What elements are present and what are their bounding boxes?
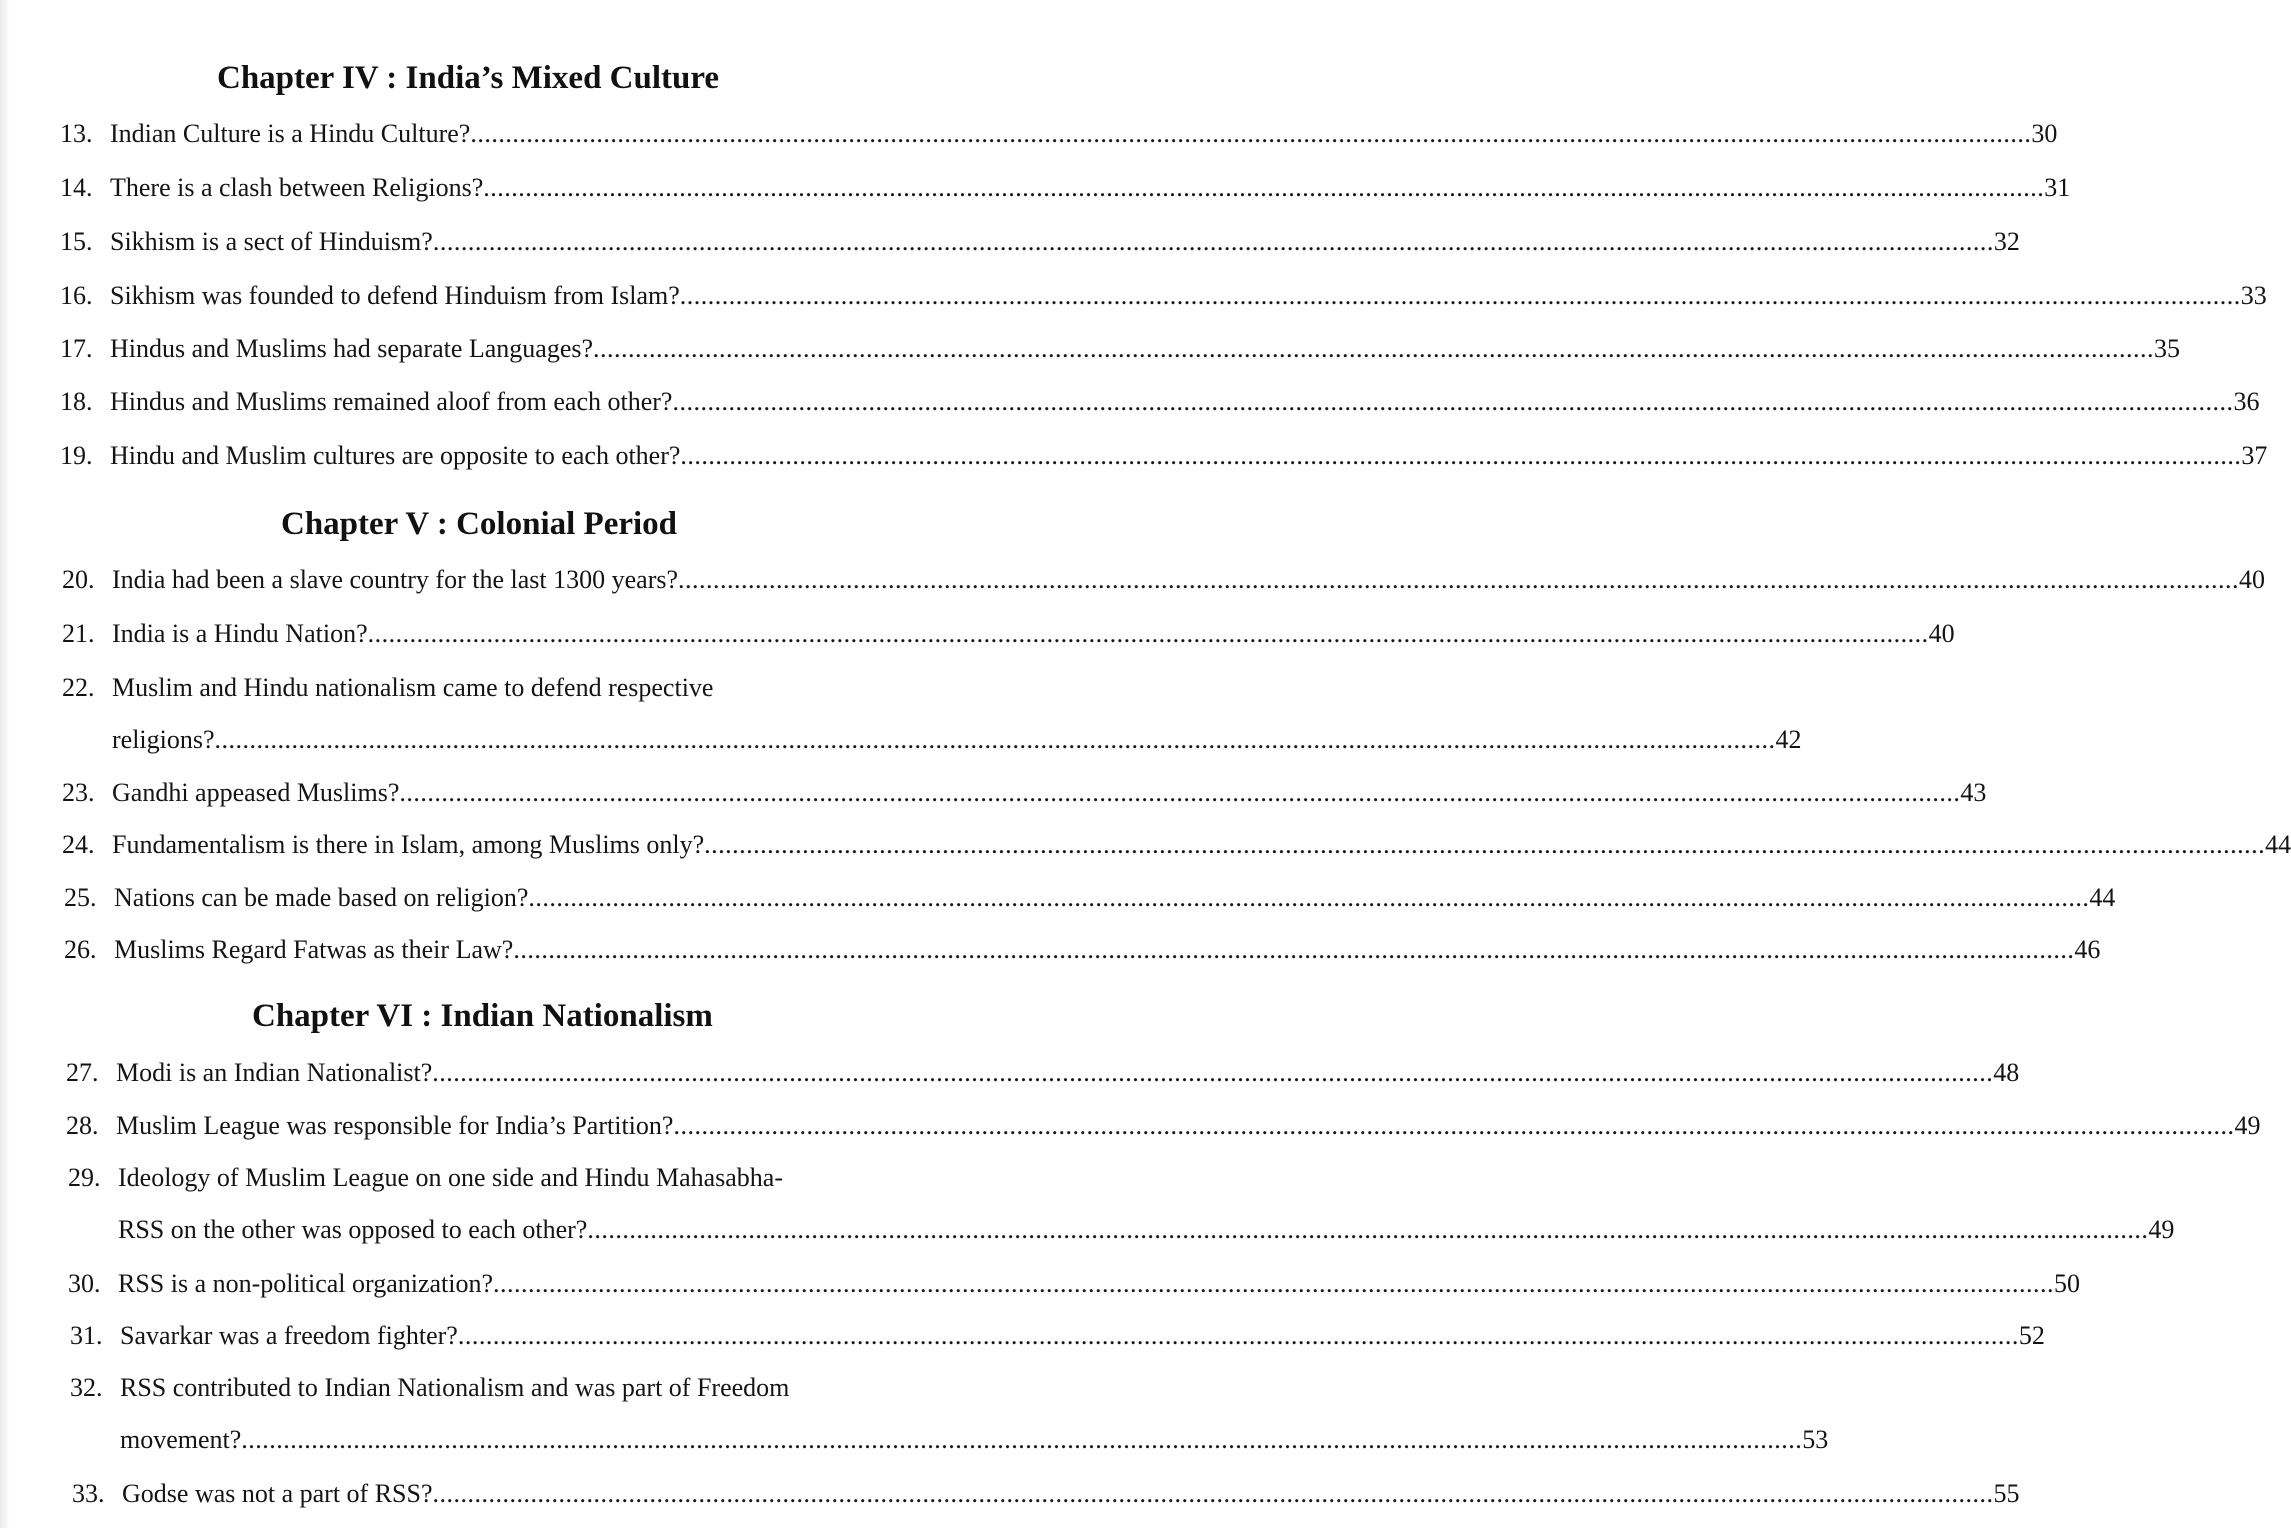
entry-page-number: 42 <box>1775 725 1802 754</box>
toc-entry-31[interactable] <box>70 1320 2045 1352</box>
entry-page-number: 32 <box>1993 227 2020 256</box>
entry-number: 23. <box>62 778 95 807</box>
chapter-heading-iv: Chapter IV : India’s Mixed Culture <box>217 60 720 96</box>
entry-page-number: 30 <box>2031 119 2058 148</box>
entry-number: 20. <box>62 565 95 594</box>
entry-page-number: 44 <box>2089 883 2116 912</box>
dot-leader: ............................................................................................................................................................................................................................... <box>704 830 2266 859</box>
toc-entry-24[interactable] <box>62 829 2291 861</box>
toc-entry-15[interactable] <box>60 226 2020 258</box>
entry-number: 24. <box>62 830 95 859</box>
entry-title: RSS on the other was opposed to each other? <box>118 1215 588 1244</box>
toc-entry-22[interactable] <box>62 673 1802 756</box>
entry-title: Gandhi appeased Muslims? <box>112 778 400 807</box>
entry-number: 32. <box>70 1373 103 1402</box>
entry-title: There is a clash between Religions? <box>110 173 484 202</box>
chapter-heading-vi: Chapter VI : Indian Nationalism <box>252 998 713 1034</box>
dot-leader: ............................................................................................................................................................................................................................... <box>470 119 2032 148</box>
entry-title: religions? <box>112 725 215 754</box>
dot-leader: ............................................................................................................................................................................................................................... <box>673 1111 2235 1140</box>
toc-entry-18[interactable] <box>60 386 2260 418</box>
entry-number: 33. <box>72 1479 105 1508</box>
entry-number: 31. <box>70 1321 103 1350</box>
entry-number: 19. <box>60 441 93 470</box>
dot-leader: ............................................................................................................................................................................................................................... <box>483 173 2045 202</box>
dot-leader: ............................................................................................................................................................................................................................... <box>214 725 1776 754</box>
entry-title: Savarkar was a freedom fighter? <box>120 1321 458 1350</box>
entry-number: 28. <box>66 1111 99 1140</box>
entry-page-number: 49 <box>2234 1111 2261 1140</box>
dot-leader: ............................................................................................................................................................................................................................... <box>678 565 2240 594</box>
toc-entry-14[interactable] <box>60 172 2071 204</box>
toc-entry-27[interactable] <box>66 1057 2020 1089</box>
toc-entry-29[interactable] <box>68 1163 2175 1246</box>
entry-title-line-1: Ideology of Muslim League on one side and Hindu Mahasabha- <box>118 1163 784 1192</box>
dot-leader: ............................................................................................................................................................................................................................... <box>432 1058 1994 1087</box>
entry-title: Fundamentalism is there in Islam, among Muslims only? <box>112 830 705 859</box>
toc-entry-17[interactable] <box>60 333 2181 365</box>
entry-number: 16. <box>60 281 93 310</box>
entry-number: 18. <box>60 387 93 416</box>
entry-number: 27. <box>66 1058 99 1087</box>
dot-leader: ............................................................................................................................................................................................................................... <box>399 778 1961 807</box>
entry-number: 13. <box>60 119 93 148</box>
entry-page-number: 40 <box>2239 565 2266 594</box>
toc-entry-28[interactable] <box>66 1110 2261 1142</box>
entry-page-number: 49 <box>2148 1215 2175 1244</box>
entry-page-number: 33 <box>2240 281 2267 310</box>
toc-entry-16[interactable] <box>60 280 2267 312</box>
entry-page-number: 36 <box>2233 387 2260 416</box>
entry-number: 22. <box>62 673 95 702</box>
chapter-heading-v: Chapter V : Colonial Period <box>281 506 678 542</box>
entry-title: Hindus and Muslims remained aloof from each other? <box>110 387 673 416</box>
entry-number: 15. <box>60 227 93 256</box>
entry-page-number: 37 <box>2241 441 2268 470</box>
dot-leader: ............................................................................................................................................................................................................................... <box>680 441 2242 470</box>
entry-title: Nations can be made based on religion? <box>114 883 529 912</box>
dot-leader: ............................................................................................................................................................................................................................... <box>528 883 2090 912</box>
toc-entry-13[interactable] <box>60 118 2058 150</box>
entry-title: Indian Culture is a Hindu Culture? <box>110 119 471 148</box>
toc-entry-25[interactable] <box>64 882 2116 914</box>
toc-entry-21[interactable] <box>62 618 1955 650</box>
entry-title: Modi is an Indian Nationalist? <box>116 1058 433 1087</box>
entry-title: Muslims Regard Fatwas as their Law? <box>114 935 514 964</box>
entry-page-number: 43 <box>1960 778 1987 807</box>
page-edge-shadow <box>0 0 10 1528</box>
toc-entry-33[interactable] <box>72 1478 2020 1510</box>
entry-title-line-1: Muslim and Hindu nationalism came to defend respective <box>112 673 714 702</box>
dot-leader: ............................................................................................................................................................................................................................... <box>513 935 2075 964</box>
entry-title: Hindu and Muslim cultures are opposite to each other? <box>110 441 681 470</box>
entry-page-number: 35 <box>2154 334 2181 363</box>
toc-entry-26[interactable] <box>64 934 2101 966</box>
dot-leader: ............................................................................................................................................................................................................................... <box>432 1479 1994 1508</box>
entry-number: 14. <box>60 173 93 202</box>
dot-leader: ............................................................................................................................................................................................................................... <box>457 1321 2019 1350</box>
dot-leader: ............................................................................................................................................................................................................................... <box>679 281 2241 310</box>
entry-page-number: 48 <box>1993 1058 2020 1087</box>
entry-title: India is a Hindu Nation? <box>112 619 368 648</box>
entry-title-line-1: RSS contributed to Indian Nationalism and was part of Freedom <box>120 1373 790 1402</box>
entry-number: 29. <box>68 1163 101 1192</box>
entry-page-number: 53 <box>1802 1425 1829 1454</box>
entry-number: 21. <box>62 619 95 648</box>
entry-title: Sikhism was founded to defend Hinduism from Islam? <box>110 281 680 310</box>
entry-page-number: 46 <box>2074 935 2101 964</box>
toc-entry-20[interactable] <box>62 564 2266 596</box>
entry-title: Godse was not a part of RSS? <box>122 1479 433 1508</box>
entry-title: movement? <box>120 1425 242 1454</box>
entry-number: 26. <box>64 935 97 964</box>
toc-entry-30[interactable] <box>68 1268 2081 1300</box>
entry-page-number: 50 <box>2054 1269 2081 1298</box>
entry-title: Sikhism is a sect of Hinduism? <box>110 227 433 256</box>
entry-title: Muslim League was responsible for India’s Partition? <box>116 1111 674 1140</box>
dot-leader: ............................................................................................................................................................................................................................... <box>367 619 1929 648</box>
entry-page-number: 40 <box>1928 619 1955 648</box>
dot-leader: ............................................................................................................................................................................................................................... <box>593 334 2155 363</box>
entry-page-number: 44 <box>2265 830 2291 859</box>
toc-entry-23[interactable] <box>62 777 1987 809</box>
dot-leader: ............................................................................................................................................................................................................................... <box>587 1215 2149 1244</box>
entry-page-number: 31 <box>2044 173 2071 202</box>
toc-entry-32[interactable] <box>70 1373 1829 1456</box>
entry-number: 17. <box>60 334 93 363</box>
dot-leader: ............................................................................................................................................................................................................................... <box>493 1269 2055 1298</box>
entry-number: 25. <box>64 883 97 912</box>
entry-number: 30. <box>68 1269 101 1298</box>
dot-leader: ............................................................................................................................................................................................................................... <box>241 1425 1803 1454</box>
dot-leader: ............................................................................................................................................................................................................................... <box>432 227 1994 256</box>
dot-leader: ............................................................................................................................................................................................................................... <box>672 387 2234 416</box>
toc-entry-19[interactable] <box>60 440 2268 472</box>
entry-title: RSS is a non-political organization? <box>118 1269 494 1298</box>
entry-title: Hindus and Muslims had separate Languages? <box>110 334 594 363</box>
entry-page-number: 52 <box>2018 1321 2045 1350</box>
entry-page-number: 55 <box>1993 1479 2020 1508</box>
entry-title: India had been a slave country for the last 1300 years? <box>112 565 679 594</box>
